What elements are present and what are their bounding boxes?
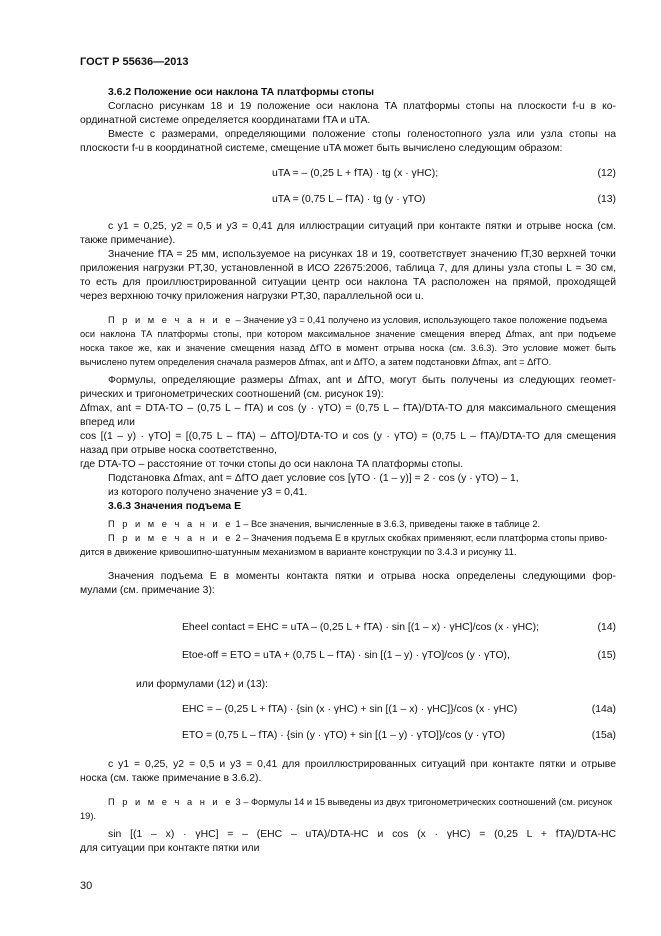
paragraph-line: sin [(1 – x) · γHC] = – (EHC – uTA)/DTA-HC и cos (x · γHC) = (0,25 L + fTA)/DTA-HC [108, 829, 616, 840]
paragraph-line: Вместе с размерами, определяющими положение стопы голеностопного узла или узла стопы на [108, 129, 616, 140]
note-line [108, 796, 612, 809]
paragraph-line: где DTA-TO – расстояние от точки стопы до оси наклона ТА платформы стопы. [80, 459, 464, 470]
paragraph-line: то есть для проиллюстрированной ситуации центр оси наклона ТА расположен на прямой, проходящей [80, 277, 616, 288]
paragraph-line: ординатной системе определяется координатами fTA и uTA. [80, 115, 371, 126]
paragraph-line: рических и тригонометрических соотношений (см. рисунок 19): [80, 389, 384, 400]
equation-15a: ETO = (0,75 L – fTA) · {sin (y · γTO) + sin [(1 – y) · γTO]}/cos (y · γTO) [182, 730, 506, 741]
note-line [108, 518, 540, 531]
paragraph-line: Согласно рисункам 18 и 19 положение оси наклона ТА платформы стопы на плоскости f-u в ко- [108, 101, 616, 112]
note-line: 19). [80, 811, 97, 821]
paragraph-line: Подстановка Δfmax, ant = ΔfTO дает условие cos [γTO · (1 – y)] = 2 · cos (y · γTO) – 1, [108, 473, 519, 484]
paragraph-line: плоскости f-u в координатной системе, смещение uTA может быть вычислено следующим образом: [80, 143, 563, 154]
note-label: П р и м е ч а н и е [108, 533, 233, 543]
paragraph-line: также примечание). [80, 235, 176, 246]
equation-13: uTA = (0,75 L – fTA) · tg (y · γTO) [272, 194, 426, 205]
note-line [108, 314, 607, 327]
note-line: носка такое же, как и значение смещения назад ΔfTO в момент отрыва носка (см. 3.6.3). Это условие может быть [80, 343, 616, 353]
note-text: 3 – Формулы 14 и 15 выведены из двух тригонометрических соотношений (см. рисунок [232, 797, 612, 807]
paragraph-line: через верхнюю точку приложения нагрузки PT,30, параллельной оси u. [80, 291, 424, 302]
paragraph-line: с y1 = 0,25, y2 = 0,5 и y3 = 0,41 для проиллюстрированных ситуаций при контакте пятки и отрыве [108, 759, 616, 770]
paragraph-line: Δfmax, ant = DTA-TO – (0,75 L – fTA) и cos (y · γTO) = (0,75 L – fTA)/DTA-TO для максимального смещения [80, 403, 616, 414]
note-text: 1 – Все значения, вычисленные в 3.6.3, приведены также в таблице 2. [232, 519, 541, 529]
equation-number-14a: (14a) [591, 704, 616, 715]
paragraph-line: cos [(1 – y) · γTO] = [(0,75 L – fTA) – ΔfTO]/DTA-TO и cos (y · γTO) = (0,75 L – fTA)/DTA-TO для смещения [80, 431, 616, 442]
equation-number-14: (14) [597, 622, 616, 633]
paragraph-line: с y1 = 0,25, y2 = 0,5 и y3 = 0,41 для иллюстрации ситуаций при контакте пятки и отрыве носка (см. [108, 221, 616, 232]
equation-12: uTA = – (0,25 L + fTA) · tg (x · γHC); [272, 168, 439, 179]
equation-number-15a: (15a) [591, 730, 616, 741]
equation-number-12: (12) [597, 168, 616, 179]
paragraph-line: Формулы, определяющие размеры Δfmax, ant и ΔfTO, могут быть получены из следующих геомет- [108, 375, 616, 386]
paragraph-line: носка (см. также примечание в 3.6.2). [80, 773, 262, 784]
section-heading-3-6-2: 3.6.2 Положение оси наклона ТА платформы стопы [108, 87, 374, 98]
section-heading-3-6-3: 3.6.3 Значения подъема Е [108, 501, 242, 512]
note-label: П р и м е ч а н и е [108, 797, 233, 807]
equation-number-15: (15) [597, 650, 616, 661]
note-text: – Значение y3 = 0,41 получено из условия, использующего такое положение подъема [232, 315, 608, 325]
paragraph-line: Значения подъема Е в моменты контакта пятки и отрыва носка определены следующими фор- [108, 571, 616, 582]
paragraph-line: приложения нагрузки PT,30, установленной в ИСО 22675:2006, таблица 7, для длины узла стопы L = 30 см, [80, 263, 616, 274]
paragraph-line: или формулами (12) и (13): [136, 679, 268, 690]
equation-15: Etoe-off = ETO = uTA + (0,75 L – fTA) · sin [(1 – y) · γTO]/cos (y · γTO), [182, 650, 510, 661]
document-header: ГОСТ Р 55636—2013 [80, 56, 189, 68]
equation-14: Eheel contact = EHC = uTA – (0,25 L + fTA) · sin [(1 – x) · γHC]/cos (x · γHC); [182, 622, 539, 633]
paragraph-line: для ситуации при контакте пятки или [80, 843, 260, 854]
equation-number-13: (13) [597, 194, 616, 205]
equation-14a: EHC = – (0,25 L + fTA) · {sin (x · γHC) + sin [(1 – x) · γHC]}/cos (x · γHC) [182, 704, 518, 715]
paragraph-line: Значение fTA = 25 мм, используемое на рисунках 18 и 19, соответствует значению fT,30 верхней точки [108, 249, 616, 260]
note-line: дится в движение кривошипно-шатунным механизмом в варианте конструкции по 3.4.3 и рисунку 11. [80, 547, 517, 557]
note-text: 2 – Значения подъема Е в круглых скобках применяют, если платформа стопы приво- [232, 533, 608, 543]
note-label: П р и м е ч а н и е [108, 315, 233, 325]
paragraph-line: мулами (см. примечание 3): [80, 585, 215, 596]
page-number: 30 [80, 880, 93, 892]
paragraph-line: вперед или [80, 417, 135, 428]
note-line: вычислено путем определения сначала размеров Δfmax, ant и ΔfTO, а затем подстановки Δfmax, ant = ΔfTO. [80, 357, 552, 367]
note-label: П р и м е ч а н и е [108, 519, 233, 529]
paragraph-line: назад при отрыве носка соответственно, [80, 445, 277, 456]
note-line: оси наклона ТА платформы стопы, при котором максимальное значение смещения вперед Δfmax, ant при подъеме [80, 329, 616, 339]
paragraph-line: из которого получено значение y3 = 0,41. [108, 487, 308, 498]
note-line [108, 532, 608, 545]
